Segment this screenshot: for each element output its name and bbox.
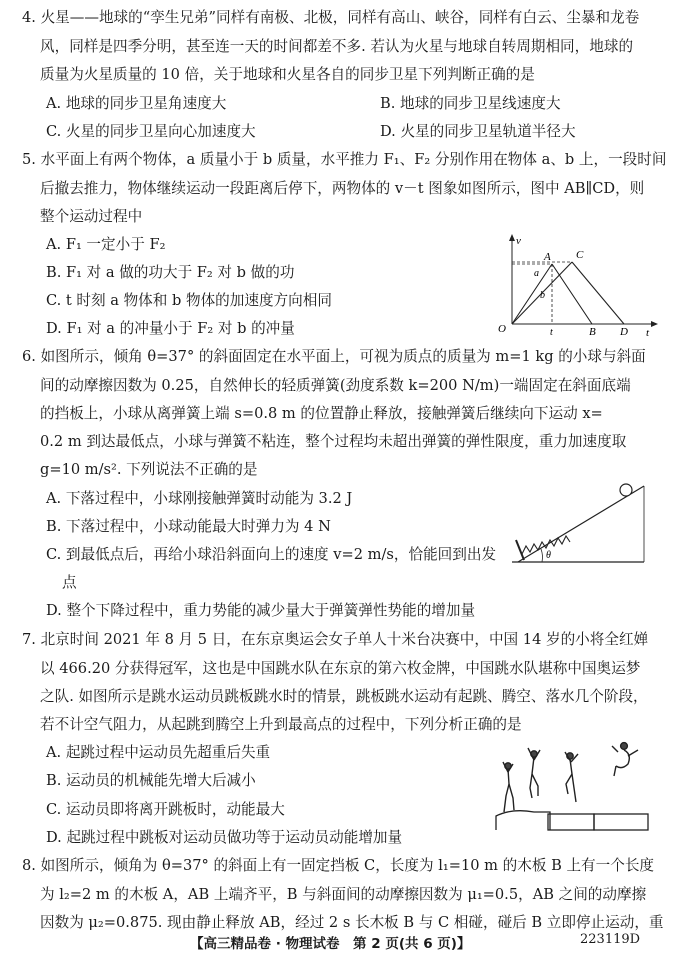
q8-stem-line-3: 因数为 μ₂=0.875. 现由静止释放 AB，经过 2 s 长木板 B 与 C 相碰，碰后 B 立即停止运动，重 <box>40 914 664 931</box>
q4-stem-line-1: 4. 火星——地球的“孪生兄弟”同样有南极、北极，同样有高山、峡谷，同样有白云、尘暴和龙卷 <box>22 9 640 26</box>
q4-option-c: C. 火星的同步卫星向心加速度大 <box>46 123 256 140</box>
footer-title: 【高三精品卷 · 物理试卷 第 2 页(共 6 页)】 <box>190 936 471 952</box>
q7-option-b: B. 运动员的机械能先增大后减小 <box>46 772 256 789</box>
q4-stem-line-2: 风，同样是四季分明，甚至连一天的时间都差不多. 若认为火星与地球自转周期相同，地球的 <box>40 38 634 55</box>
q7-option-d: D. 起跳过程中跳板对运动员做功等于运动员动能增加量 <box>46 829 403 846</box>
point-c-label: C <box>576 249 584 261</box>
line-b-label: b <box>540 290 545 301</box>
q7-stem-line-3: 之队. 如图所示是跳水运动员跳板跳水时的情景，跳板跳水运动有起跳、腾空、落水几个阶段， <box>40 688 648 705</box>
angle-theta-label: θ <box>546 550 551 561</box>
q5-stem-line-3: 整个运动过程中 <box>40 208 143 225</box>
q6-option-c: C. 到最低点后，再给小球沿斜面向上的速度 v=2 m/s，恰能回到出发 <box>46 546 497 563</box>
q6-stem-line-3: 的挡板上，小球从离弹簧上端 s=0.8 m 的位置静止释放，接触弹簧后继续向下运动 x= <box>40 405 603 422</box>
vt-graph-figure <box>492 232 662 336</box>
q5-option-b: B. F₁ 对 a 做的功大于 F₂ 对 b 做的功 <box>46 264 295 281</box>
q6-option-a: A. 下落过程中，小球刚接触弹簧时动能为 3.2 J <box>46 490 353 507</box>
q5-stem-line-2: 后撤去推力，物体继续运动一段距离后停下，两物体的 v－t 图象如图所示，图中 AB∥CD，则 <box>40 180 645 197</box>
q6-option-d: D. 整个下降过程中，重力势能的减少量大于弹簧弹性势能的增加量 <box>46 602 476 619</box>
t-axis-label: t <box>646 327 650 336</box>
q5-option-c: C. t 时刻 a 物体和 b 物体的加速度方向相同 <box>46 292 332 309</box>
q7-stem-line-4: 若不计空气阻力，从起跳到腾空上升到最高点的过程中，下列分析正确的是 <box>40 716 522 733</box>
q4-option-a: A. 地球的同步卫星角速度大 <box>46 95 227 112</box>
q7-stem-line-2: 以 466.20 分获得冠军，这也是中国跳水队在东京的第六枚金牌，中国跳水队堪称中国奥运梦 <box>40 660 641 677</box>
origin-label: O <box>498 323 506 335</box>
q6-option-c-cont: 点 <box>62 574 77 591</box>
q4-option-b: B. 地球的同步卫星线速度大 <box>380 95 561 112</box>
q6-option-b: B. 下落过程中，小球动能最大时弹力为 4 N <box>46 518 331 535</box>
incline-spring-figure <box>508 478 648 568</box>
q7-option-c: C. 运动员即将离开跳板时，动能最大 <box>46 801 285 818</box>
q7-stem-line-1: 7. 北京时间 2021 年 8 月 5 日，在东京奥运会女子单人十米台决赛中，中国 14 岁的小将全红婵 <box>22 631 649 648</box>
footer-code: 223119D <box>580 932 641 947</box>
q5-option-a: A. F₁ 一定小于 F₂ <box>46 236 166 253</box>
q4-stem-line-3: 质量为火星质量的 10 倍，关于地球和火星各自的同步卫星下列判断正确的是 <box>40 66 535 83</box>
q6-stem-line-1: 6. 如图所示，倾角 θ=37° 的斜面固定在水平面上，可视为质点的质量为 m=1 kg 的小球与斜面 <box>22 348 646 365</box>
point-b-label: B <box>589 326 596 336</box>
page-footer <box>0 930 677 954</box>
q4-option-d: D. 火星的同步卫星轨道半径大 <box>380 123 576 140</box>
v-axis-label: v <box>516 235 521 247</box>
q5-stem-line-1: 5. 水平面上有两个物体，a 质量小于 b 质量，水平推力 F₁、F₂ 分别作用在物体 a、b 上，一段时间 <box>22 151 667 168</box>
point-a-label: A <box>544 251 551 263</box>
q6-stem-line-5: g=10 m/s². 下列说法不正确的是 <box>40 461 258 478</box>
q5-option-d: D. F₁ 对 a 的冲量小于 F₂ 对 b 的冲量 <box>46 320 295 337</box>
t-tick-label: t <box>550 327 553 336</box>
q6-stem-line-2: 间的动摩擦因数为 0.25，自然伸长的轻质弹簧(劲度系数 k=200 N/m)一端固定在斜面底端 <box>40 377 631 394</box>
q6-stem-line-4: 0.2 m 到达最低点，小球与弹簧不粘连，整个过程均未超出弹簧的弹性限度，重力加速度取 <box>40 433 627 450</box>
q7-option-a: A. 起跳过程中运动员先超重后失重 <box>46 744 271 761</box>
point-d-label: D <box>620 326 628 336</box>
q8-stem-line-2: 为 l₂=2 m 的木板 A，AB 上端齐平，B 与斜面间的动摩擦因数为 μ₁=0.5，AB 之间的动摩擦 <box>40 886 647 903</box>
line-a-label: a <box>534 268 539 279</box>
diver-illustration <box>492 736 652 832</box>
q8-stem-line-1: 8. 如图所示，倾角为 θ=37° 的斜面上有一固定挡板 C，长度为 l₁=10 m 的木板 B 上有一个长度 <box>22 857 655 874</box>
